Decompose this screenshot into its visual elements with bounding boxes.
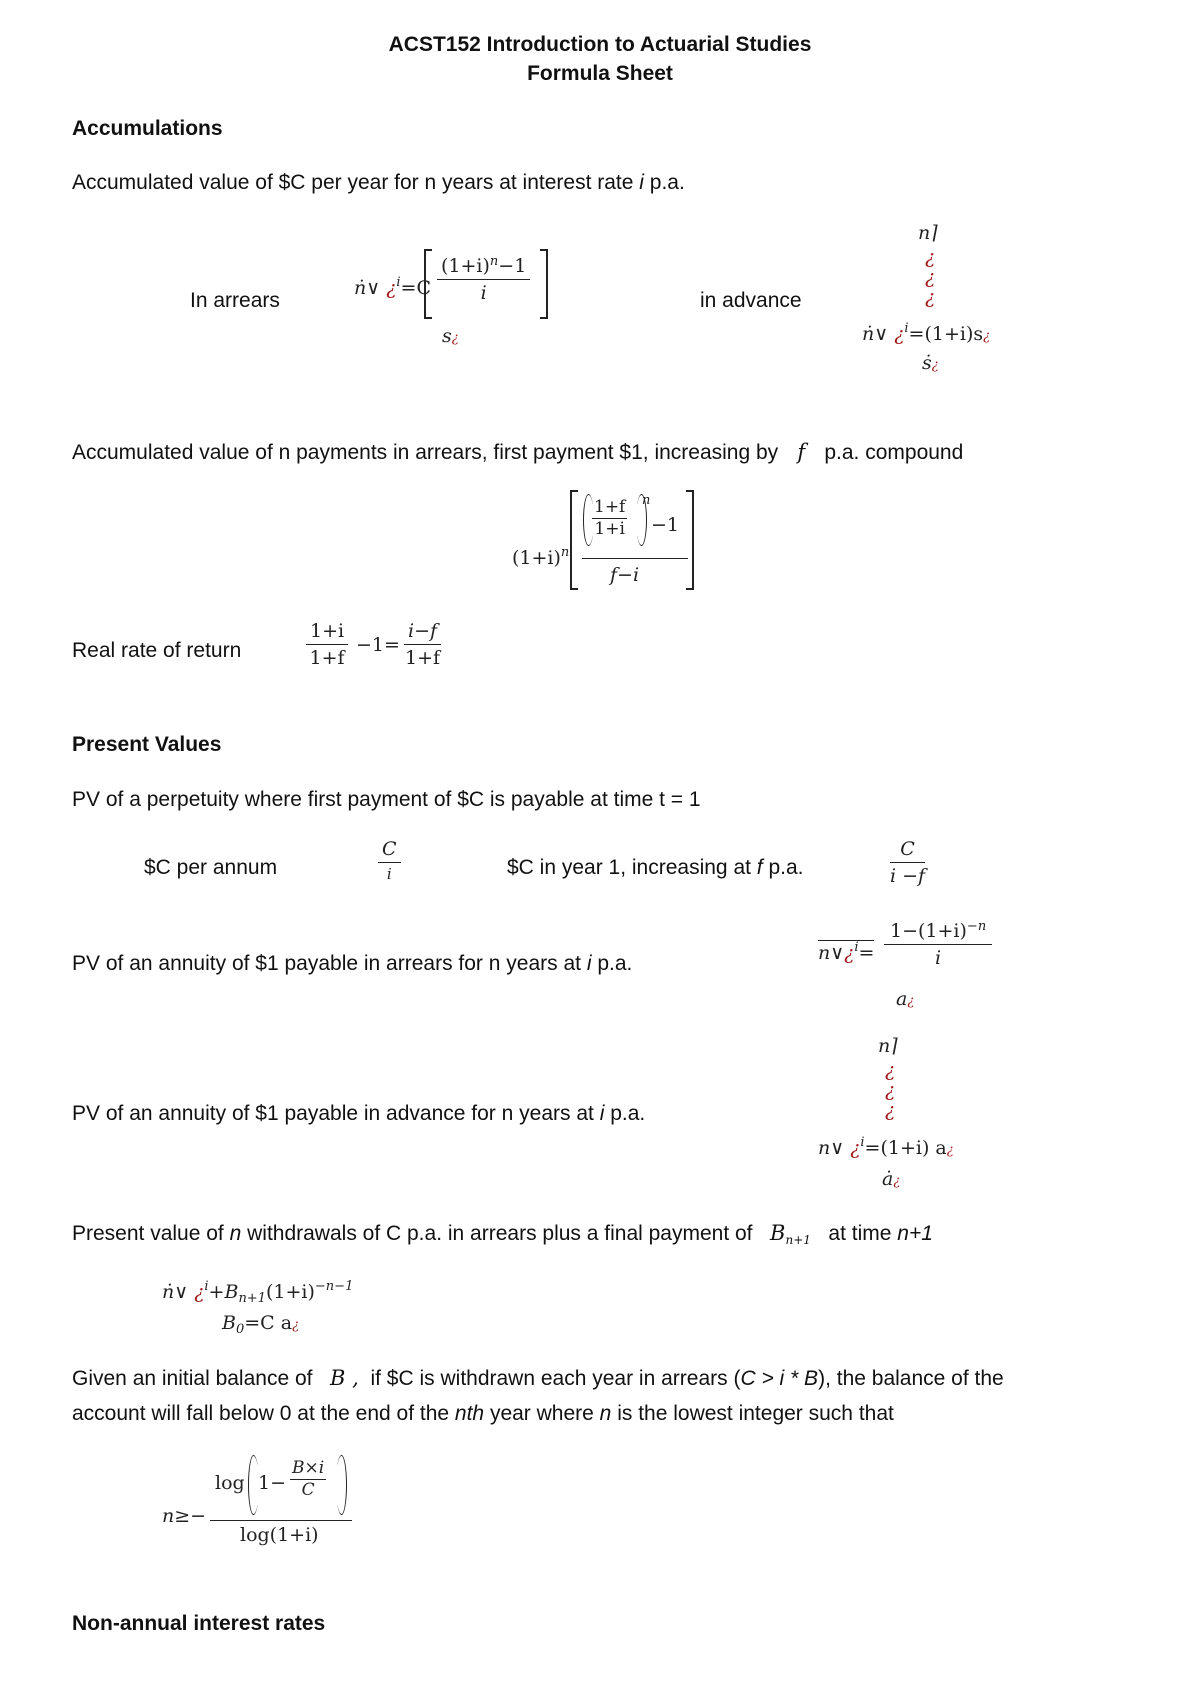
- accumulations-intro: Accumulated value of $C per year for n years at interest rate i p.a.: [72, 171, 685, 194]
- in-arrears-label: In arrears: [190, 289, 280, 312]
- per-annum-label: $C per annum: [144, 856, 278, 879]
- balance-text-line1: Given an initial balance of B , if $C is withdrawn each year in arrears (C > i * B), the balance of the: [72, 1366, 1004, 1390]
- balance-text-line2: account will fall below 0 at the end of the nth year where n is the lowest integer such that: [72, 1402, 894, 1425]
- section-heading-accumulations: Accumulations: [72, 117, 223, 140]
- annuity-advance-text: PV of an annuity of $1 payable in advance for n years at i p.a.: [72, 1102, 646, 1125]
- real-rate-label: Real rate of return: [72, 639, 242, 662]
- formula-perpetuity-increasing: $\frac{C}{i -f}$: [890, 838, 926, 887]
- annuity-arrears-text: PV of an annuity of $1 payable in arrears for n years at i p.a.: [72, 952, 633, 975]
- increasing-accumulation-text: Accumulated value of n payments in arrears, first payment $1, increasing by f p.a. compound: [72, 440, 964, 464]
- perpetuity-intro: PV of a perpetuity where first payment of $C is payable at time t = 1: [72, 788, 701, 811]
- section-heading-present-values: Present Values: [72, 733, 222, 756]
- increasing-perpetuity-label: $C in year 1, increasing at f p.a.: [507, 856, 804, 879]
- page-title: ACST152 Introduction to Actuarial Studies: [388, 33, 812, 56]
- section-heading-non-annual: Non-annual interest rates: [72, 1612, 326, 1635]
- in-advance-label: in advance: [700, 289, 802, 312]
- page-subtitle: Formula Sheet: [527, 62, 673, 85]
- formula-perpetuity-level: C i: [378, 840, 401, 882]
- withdrawals-text: Present value of n withdrawals of C p.a. in arrears plus a final payment of Bn+1 at time n+1: [72, 1221, 933, 1247]
